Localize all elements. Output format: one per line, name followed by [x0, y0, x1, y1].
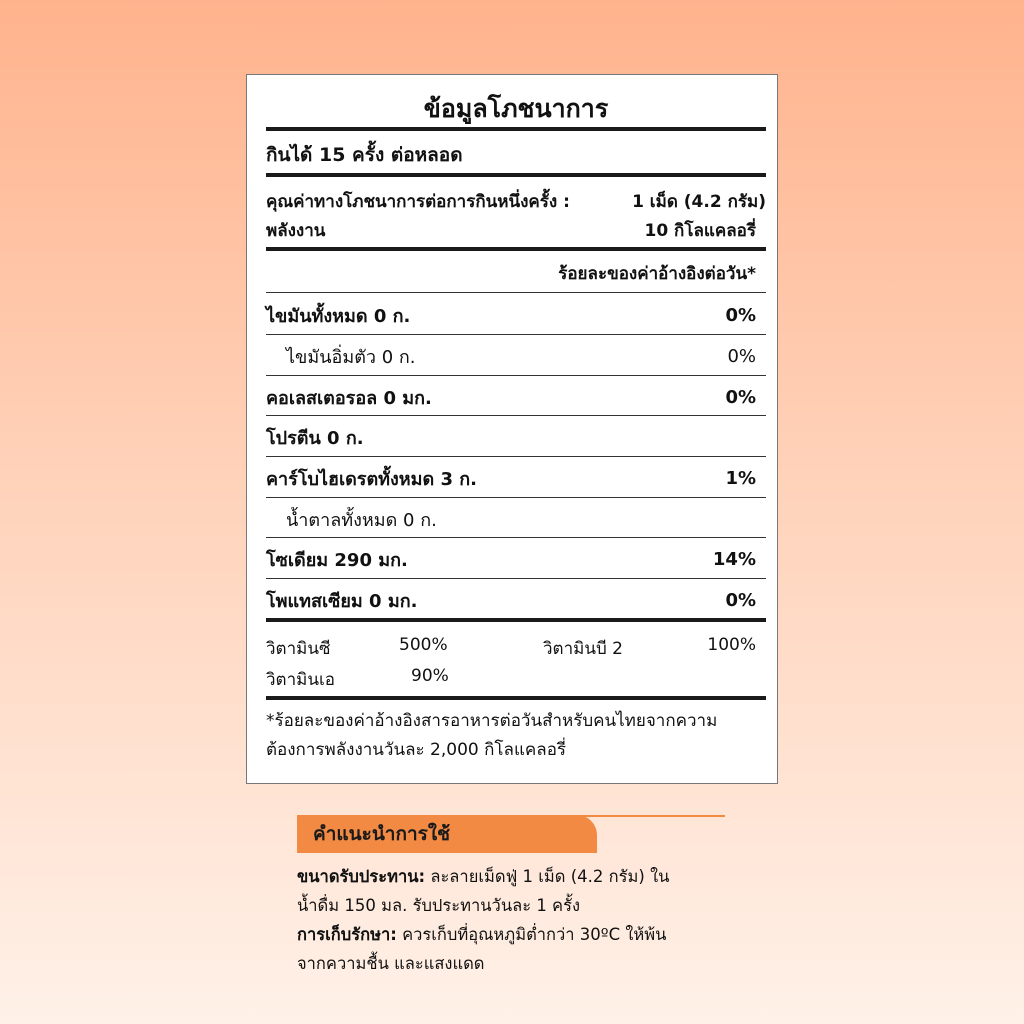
- nutrient-percent: 14%: [712, 548, 756, 570]
- serving-size-value: 1 เม็ด (4.2 กรัม): [632, 191, 766, 212]
- dosage-line: [297, 862, 737, 891]
- divider: [266, 578, 766, 579]
- vitamin-name: วิตามินบี 2: [543, 639, 623, 659]
- nutrient-percent: 0%: [725, 386, 756, 408]
- divider: [266, 696, 766, 700]
- divider: [266, 127, 766, 131]
- nutrient-row: [266, 297, 756, 333]
- nutrient-percent: 0%: [727, 345, 756, 367]
- nutrient-row: [266, 338, 756, 374]
- vitamin-percent: 100%: [707, 635, 756, 655]
- divider: [266, 292, 766, 293]
- servings-per-container: [266, 137, 756, 173]
- nutrient-row: [266, 541, 756, 577]
- vitamin-name: วิตามินซี: [266, 639, 331, 659]
- daily-value-header: [266, 255, 756, 291]
- storage-line-2: จากความชื้น และแสงแดด: [297, 954, 485, 973]
- serving-size-label: คุณค่าทางโภชนาการต่อการกินหนึ่งครั้ง :: [266, 191, 570, 212]
- footnote: [266, 707, 766, 765]
- divider: [266, 173, 766, 177]
- nutrient-name: โปรตีน 0 ก.: [266, 427, 364, 449]
- divider: [266, 537, 766, 538]
- dosage-text: ละลายเม็ดฟู่ 1 เม็ด (4.2 กรัม) ใน: [425, 867, 670, 886]
- vitamin-name: วิตามินเอ: [266, 670, 335, 690]
- nutrient-name: คาร์โบไฮเดรตทั้งหมด 3 ก.: [266, 468, 478, 490]
- vitamin-percent: 90%: [411, 666, 449, 686]
- divider: [266, 247, 766, 251]
- storage-label: การเก็บรักษา:: [297, 925, 397, 944]
- nutrient-percent: 1%: [725, 467, 756, 489]
- usage-heading: คำแนะนำการใช้: [313, 823, 451, 845]
- divider: [266, 618, 766, 622]
- nutrient-row: [266, 419, 756, 455]
- dosage-label: ขนาดรับประทาน:: [297, 867, 426, 886]
- panel-title: ข้อมูลโภชนาการ: [423, 94, 609, 123]
- servings-text: กินได้ 15 ครั้ง ต่อหลอด: [266, 144, 463, 166]
- storage-text: ควรเก็บที่อุณหภูมิต่ำกว่า 30ºC ให้พ้น: [396, 925, 667, 944]
- nutrient-name: ไขมันอิ่มตัว 0 ก.: [286, 346, 416, 368]
- nutrient-percent: 0%: [725, 304, 756, 326]
- daily-value-header-text: ร้อยละของค่าอ้างอิงต่อวัน*: [558, 263, 756, 284]
- storage-line: [297, 920, 737, 949]
- nutrient-name: น้ำตาลทั้งหมด 0 ก.: [286, 509, 437, 531]
- nutrient-row: [266, 501, 756, 537]
- nutrient-name: ไขมันทั้งหมด 0 ก.: [266, 305, 411, 327]
- divider: [266, 334, 766, 335]
- nutrient-name: โซเดียม 290 มก.: [266, 549, 408, 571]
- footnote-line: ต้องการพลังงานวันละ 2,000 กิโลแคลอรี่: [266, 740, 567, 760]
- divider: [266, 497, 766, 498]
- nutrient-name: คอเลสเตอรอล 0 มก.: [266, 387, 432, 409]
- nutrient-row: [266, 582, 756, 618]
- energy-value: 10 กิโลแคลอรี่: [644, 220, 756, 241]
- footnote-line: *ร้อยละของค่าอ้างอิงสารอาหารต่อวันสำหรับคนไทยจากความ: [266, 711, 718, 731]
- energy-row: [266, 212, 756, 248]
- nutrient-percent: 0%: [725, 589, 756, 611]
- divider: [266, 375, 766, 376]
- nutrient-name: โพแทสเซียม 0 มก.: [266, 590, 418, 612]
- nutrient-row: [266, 379, 756, 415]
- vitamin-percent: 500%: [399, 635, 448, 655]
- usage-instructions: [297, 862, 737, 978]
- nutrient-row: [266, 460, 756, 496]
- energy-label: พลังงาน: [266, 220, 326, 241]
- nutrition-facts-panel: [246, 74, 778, 784]
- divider: [266, 456, 766, 457]
- dosage-line-2: น้ำดื่ม 150 มล. รับประทานวันละ 1 ครั้ง: [297, 896, 581, 915]
- divider: [266, 415, 766, 416]
